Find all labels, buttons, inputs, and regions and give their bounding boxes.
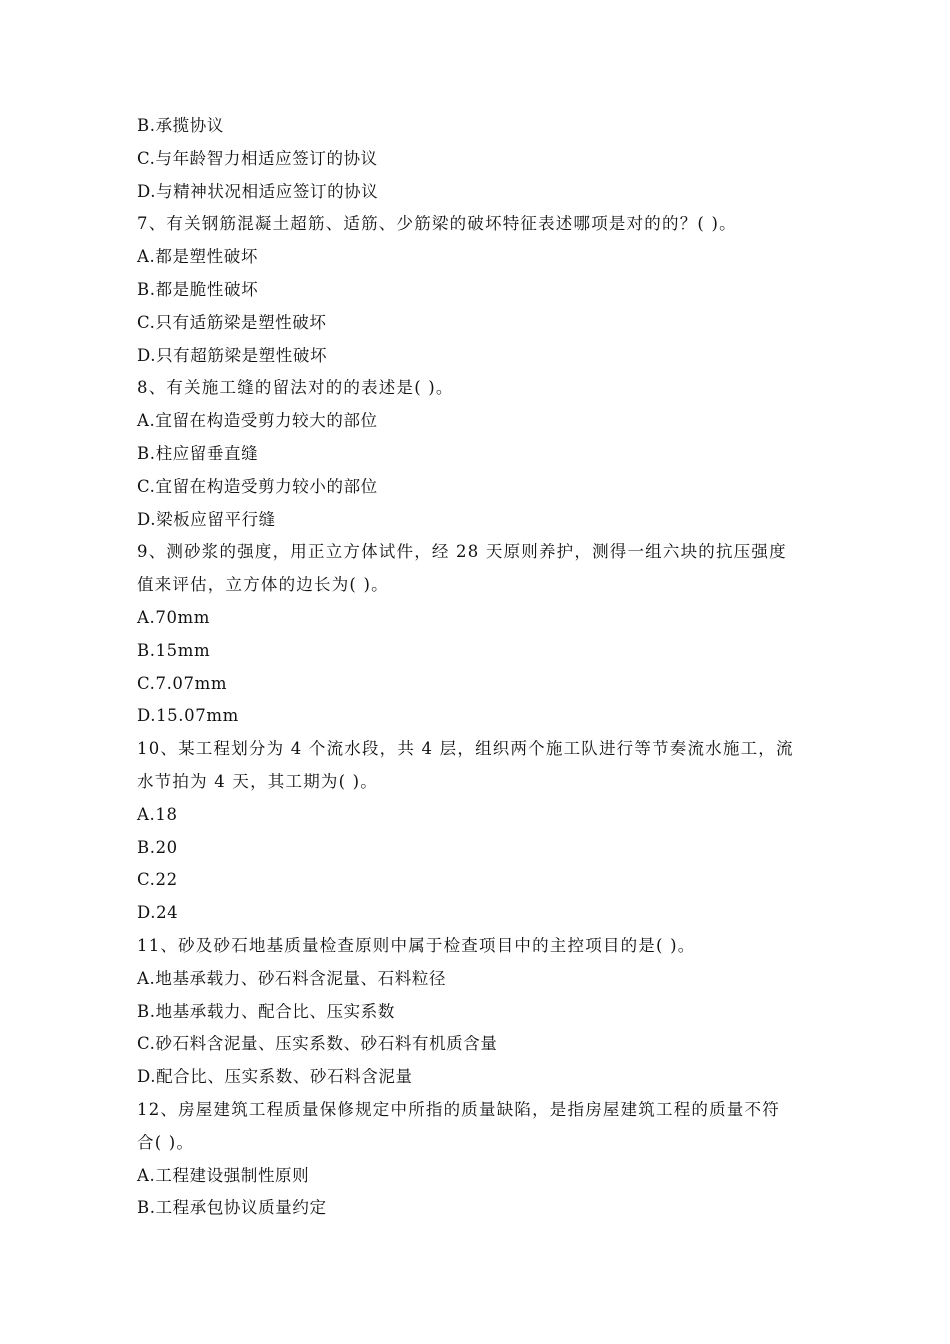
option-line: C.7.07mm <box>137 673 228 693</box>
option-line: C.宜留在构造受剪力较小的部位 <box>137 476 378 496</box>
document-body <box>137 110 837 1225</box>
option-line: D.配合比、压实系数、砂石料含泥量 <box>137 1067 413 1087</box>
option-line: B.柱应留垂直缝 <box>137 443 259 463</box>
question-10: 10、某工程划分为 4 个流水段，共 4 层，组织两个施工队进行等节奏流水施工，流 <box>137 739 794 759</box>
option-line: D.与精神状况相适应签订的协议 <box>137 181 379 201</box>
option-line: B.地基承载力、配合比、压实系数 <box>137 1001 395 1021</box>
question-12-continued: 合( )。 <box>137 1132 195 1152</box>
option-line: A.18 <box>137 804 178 824</box>
question-12: 12、房屋建筑工程质量保修规定中所指的质量缺陷，是指房屋建筑工程的质量不符 <box>137 1099 780 1119</box>
option-line: A.宜留在构造受剪力较大的部位 <box>137 411 378 431</box>
option-line: A.都是塑性破坏 <box>137 247 258 267</box>
question-8: 8、有关施工缝的留法对的的表述是( )。 <box>137 378 454 398</box>
question-7: 7、有关钢筋混凝土超筋、适筋、少筋梁的破坏特征表述哪项是对的的？( )。 <box>137 214 737 234</box>
option-line: A.地基承载力、砂石料含泥量、石料粒径 <box>137 968 447 988</box>
question-11: 11、砂及砂石地基质量检查原则中属于检查项目中的主控项目的是( )。 <box>137 935 696 955</box>
question-9: 9、测砂浆的强度，用正立方体试件，经 28 天原则养护，测得一组六块的抗压强度 <box>137 542 787 562</box>
option-line: B.工程承包协议质量约定 <box>137 1198 327 1218</box>
option-line: D.24 <box>137 903 179 923</box>
option-line: A.70mm <box>137 607 211 627</box>
option-line: D.只有超筋梁是塑性破坏 <box>137 345 328 365</box>
option-line: C.只有适筋梁是塑性破坏 <box>137 312 327 332</box>
option-line: B.15mm <box>137 640 211 660</box>
option-line: C.22 <box>137 870 178 890</box>
option-line: C.与年龄智力相适应签订的协议 <box>137 148 378 168</box>
option-line: A.工程建设强制性原则 <box>137 1165 310 1185</box>
option-line: B.20 <box>137 837 178 857</box>
option-line: C.砂石料含泥量、压实系数、砂石料有机质含量 <box>137 1034 498 1054</box>
option-line: B.都是脆性破坏 <box>137 279 259 299</box>
option-line: B.承揽协议 <box>137 116 224 135</box>
option-line: D.梁板应留平行缝 <box>137 509 276 529</box>
question-9-continued: 值来评估，立方体的边长为( )。 <box>137 575 389 595</box>
option-line: D.15.07mm <box>137 706 239 726</box>
question-10-continued: 水节拍为 4 天，其工期为( )。 <box>137 771 379 791</box>
